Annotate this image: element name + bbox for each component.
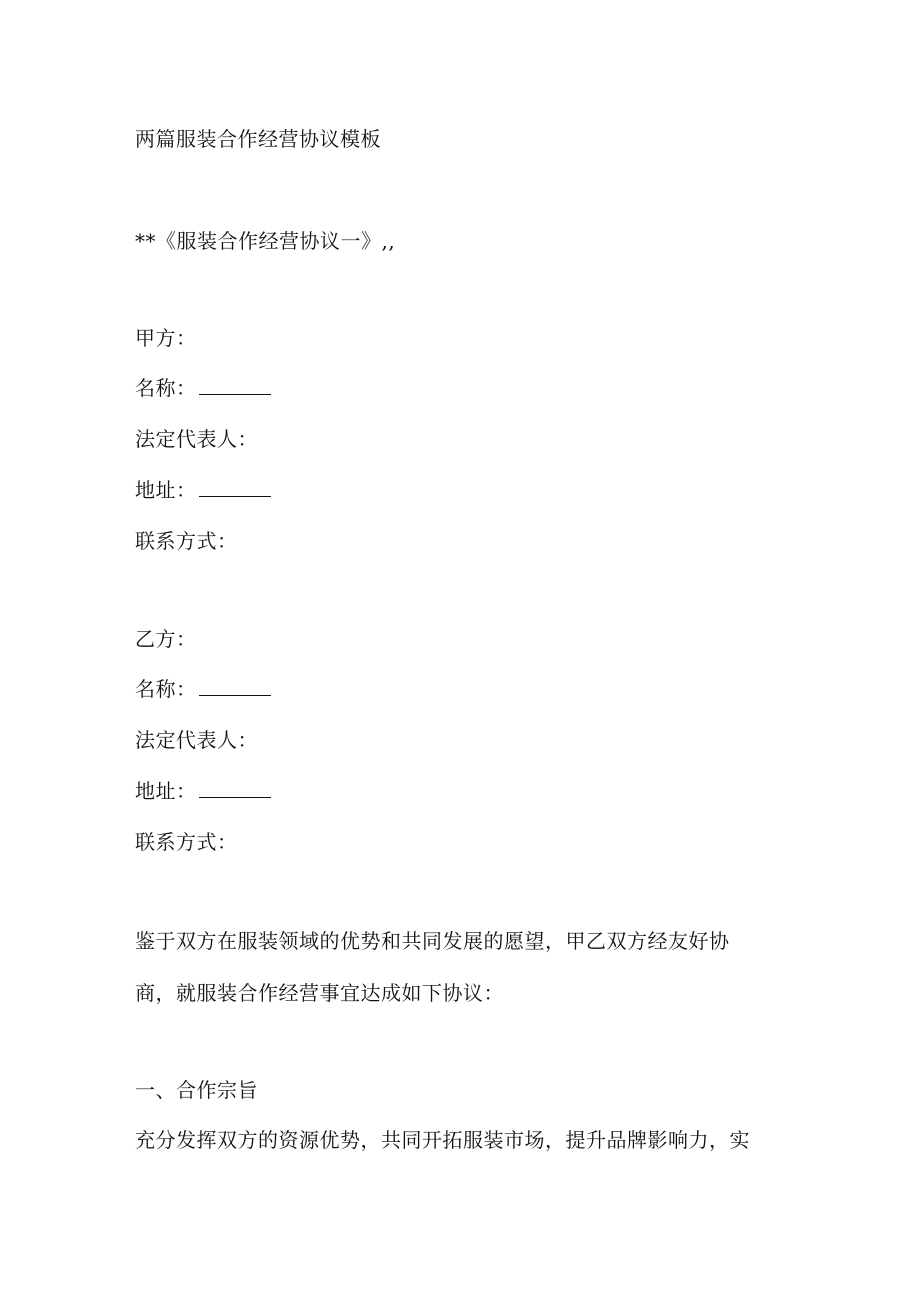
party-a-name-label: 名称： [135,376,197,400]
section-1-line-1: 充分发挥双方的资源优势，共同开拓服装市场，提升品牌影响力，实 [135,1128,750,1152]
party-a-name-row [135,375,271,401]
party-a-address-blank [199,478,271,497]
party-b-name-row [135,676,271,702]
party-a-address-row [135,477,271,503]
party-b-address-blank [199,779,271,798]
party-a-name-blank [199,376,271,395]
party-a-heading: 甲方： [135,326,197,350]
party-b-contact-label: 联系方式： [135,830,238,854]
party-a-contact-label: 联系方式： [135,529,238,553]
party-b-name-label: 名称： [135,677,197,701]
party-b-name-blank [199,677,271,696]
party-a-rep-label: 法定代表人： [135,427,258,451]
preamble-line-1: 鉴于双方在服装领域的优势和共同发展的愿望，甲乙双方经友好协 [135,929,730,953]
party-b-address-row [135,778,271,804]
party-b-heading: 乙方： [135,627,197,651]
party-b-rep-label: 法定代表人： [135,728,258,752]
agreement-subtitle: **《服装合作经营协议一》,, [135,229,396,253]
section-1-heading: 一、合作宗旨 [135,1078,258,1102]
preamble-line-2: 商，就服装合作经营事宜达成如下协议： [135,981,504,1005]
party-b-address-label: 地址： [135,779,197,803]
document-title: 两篇服装合作经营协议模板 [135,127,381,151]
party-a-address-label: 地址： [135,478,197,502]
